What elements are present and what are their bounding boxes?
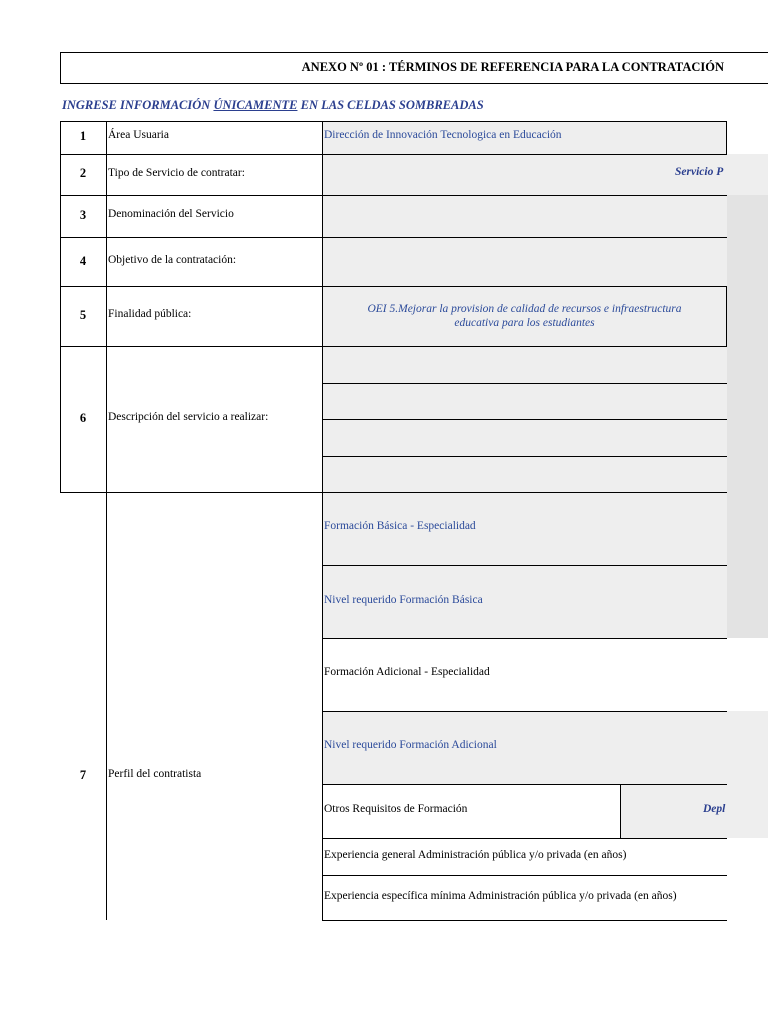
nivel-adicional-label: Nivel requerido Formación Adicional bbox=[324, 739, 497, 751]
document-title: ANEXO Nº 01 : TÉRMINOS DE REFERENCIA PARA LA CONTRATACIÓN bbox=[301, 60, 724, 74]
grid-line bbox=[726, 121, 727, 154]
grid-line bbox=[620, 784, 621, 838]
grid-line bbox=[322, 920, 727, 921]
grid-line bbox=[60, 154, 727, 155]
grid-line bbox=[60, 121, 727, 122]
grid-line bbox=[322, 383, 727, 384]
otros-requisitos-value: Depl bbox=[703, 803, 726, 815]
finalidad-value bbox=[322, 302, 727, 330]
row-number: 7 bbox=[79, 768, 87, 782]
grid-line bbox=[322, 784, 727, 785]
row-label: Tipo de Servicio de contratar: bbox=[108, 167, 245, 179]
cell-otros-value[interactable] bbox=[621, 784, 768, 838]
grid-line bbox=[322, 638, 727, 639]
grid-line bbox=[60, 492, 727, 493]
grid-line bbox=[322, 565, 727, 566]
cell-row3-value[interactable] bbox=[322, 195, 727, 237]
experiencia-especifica-label: Experiencia específica mínima Administración pública y/o privada (en años) bbox=[324, 890, 677, 902]
row-label: Área Usuaria bbox=[108, 129, 169, 141]
formacion-adicional-label: Formación Adicional - Especialidad bbox=[324, 666, 490, 678]
grid-line bbox=[60, 195, 727, 196]
row-number: 6 bbox=[79, 411, 87, 425]
right-gray-block bbox=[727, 195, 768, 638]
grid-line bbox=[106, 121, 107, 920]
row-label: Finalidad pública: bbox=[108, 308, 192, 320]
formacion-basica-label: Formación Básica - Especialidad bbox=[324, 520, 476, 532]
row-number: 2 bbox=[79, 166, 87, 180]
finalidad-line-1: OEI 5.Mejorar la provision de calidad de recursos e infraestructura bbox=[367, 303, 682, 315]
grid-line bbox=[322, 711, 727, 712]
grid-line bbox=[322, 121, 323, 920]
area-usuaria-value: Dirección de Innovación Tecnologica en Educación bbox=[324, 129, 562, 141]
row-number: 4 bbox=[79, 254, 87, 268]
row-label: Descripción del servicio a realizar: bbox=[108, 411, 269, 423]
finalidad-line-2: educativa para los estudiantes bbox=[454, 317, 595, 329]
instruction-underlined: ÚNICAMENTE bbox=[213, 98, 298, 112]
tipo-servicio-value: Servicio P bbox=[675, 166, 724, 178]
instruction-pre: INGRESE INFORMACIÓN bbox=[62, 98, 214, 112]
row-label: Perfil del contratista bbox=[108, 768, 202, 780]
grid-line bbox=[60, 237, 727, 238]
row-number: 5 bbox=[79, 308, 87, 322]
row-number: 3 bbox=[79, 208, 87, 222]
row-number: 1 bbox=[79, 129, 87, 143]
row-label: Denominación del Servicio bbox=[108, 208, 234, 220]
experiencia-general-label: Experiencia general Administración pública y/o privada (en años) bbox=[324, 849, 627, 861]
grid-line bbox=[322, 875, 727, 876]
grid-line bbox=[60, 286, 727, 287]
otros-requisitos-label: Otros Requisitos de Formación bbox=[324, 803, 468, 815]
nivel-basica-label: Nivel requerido Formación Básica bbox=[324, 594, 483, 606]
row-label: Objetivo de la contratación: bbox=[108, 254, 237, 266]
cell-row4-value[interactable] bbox=[322, 237, 727, 286]
grid-line bbox=[322, 838, 727, 839]
grid-line bbox=[322, 456, 727, 457]
instruction-text bbox=[62, 98, 484, 113]
instruction-post: EN LAS CELDAS SOMBREADAS bbox=[297, 98, 484, 112]
grid-line bbox=[60, 346, 727, 347]
grid-line bbox=[322, 419, 727, 420]
